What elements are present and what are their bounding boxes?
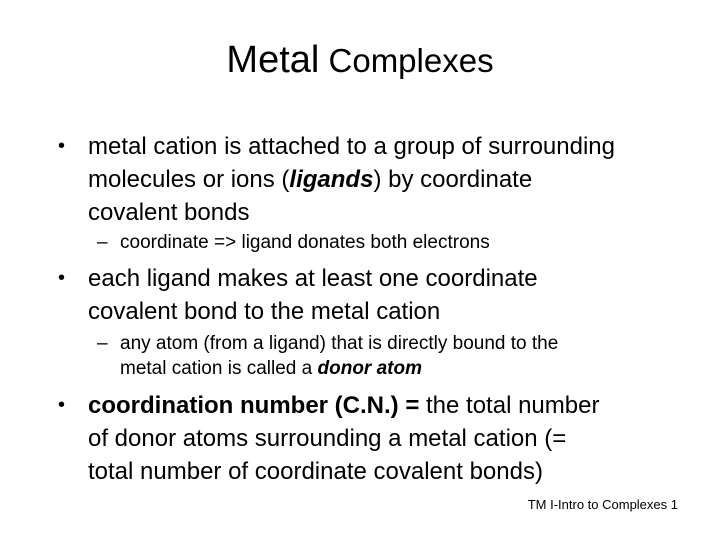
donor-atom-term: donor atom — [317, 358, 422, 379]
bullet-3-line-1 — [88, 389, 599, 422]
bullet-2-text — [88, 262, 538, 328]
line-text: ) by coordinate — [373, 166, 533, 193]
bullet-mark: • — [58, 135, 66, 157]
subbullet-1-line-1: coordinate => ligand donates both electrons — [120, 232, 490, 253]
bullet-mark: • — [58, 267, 66, 289]
subbullet-2-line-1: any atom (from a ligand) that is directly bound to the — [120, 333, 559, 354]
bullet-3-line-3: total number of coordinate covalent bonds) — [88, 458, 543, 485]
dash-mark: – — [97, 333, 108, 354]
bullet-1-line-3: covalent bonds — [88, 199, 250, 226]
title-complexes: Complexes — [319, 42, 494, 79]
bullet-1-line-1: metal cation is attached to a group of surrounding — [88, 133, 615, 160]
line-text: metal cation is called a — [120, 358, 318, 379]
dash-mark: – — [97, 232, 108, 253]
slide-title — [0, 38, 720, 83]
bullet-3-line-2: of donor atoms surrounding a metal cation (= — [88, 425, 567, 452]
bullet-1-line-2 — [88, 163, 615, 196]
title-metal: Metal — [226, 39, 320, 81]
bullet-mark: • — [58, 394, 66, 416]
bullet-1-text — [88, 130, 615, 229]
ligands-term: ligands — [289, 166, 374, 193]
subbullet-2-text — [120, 331, 558, 381]
bullet-2-line-2: covalent bond to the metal cation — [88, 298, 441, 325]
subbullet-1-text — [120, 230, 490, 255]
subbullet-2-line-2 — [120, 356, 558, 381]
coordination-number-term: coordination number (C.N.) = — [88, 392, 420, 419]
bullet-3-text — [88, 389, 599, 488]
line-text: the total number — [419, 392, 600, 419]
line-text: molecules or ions ( — [88, 166, 290, 193]
slide-footer: TM I-Intro to Complexes 1 — [527, 497, 678, 512]
bullet-2-line-1: each ligand makes at least one coordinate — [88, 265, 538, 292]
